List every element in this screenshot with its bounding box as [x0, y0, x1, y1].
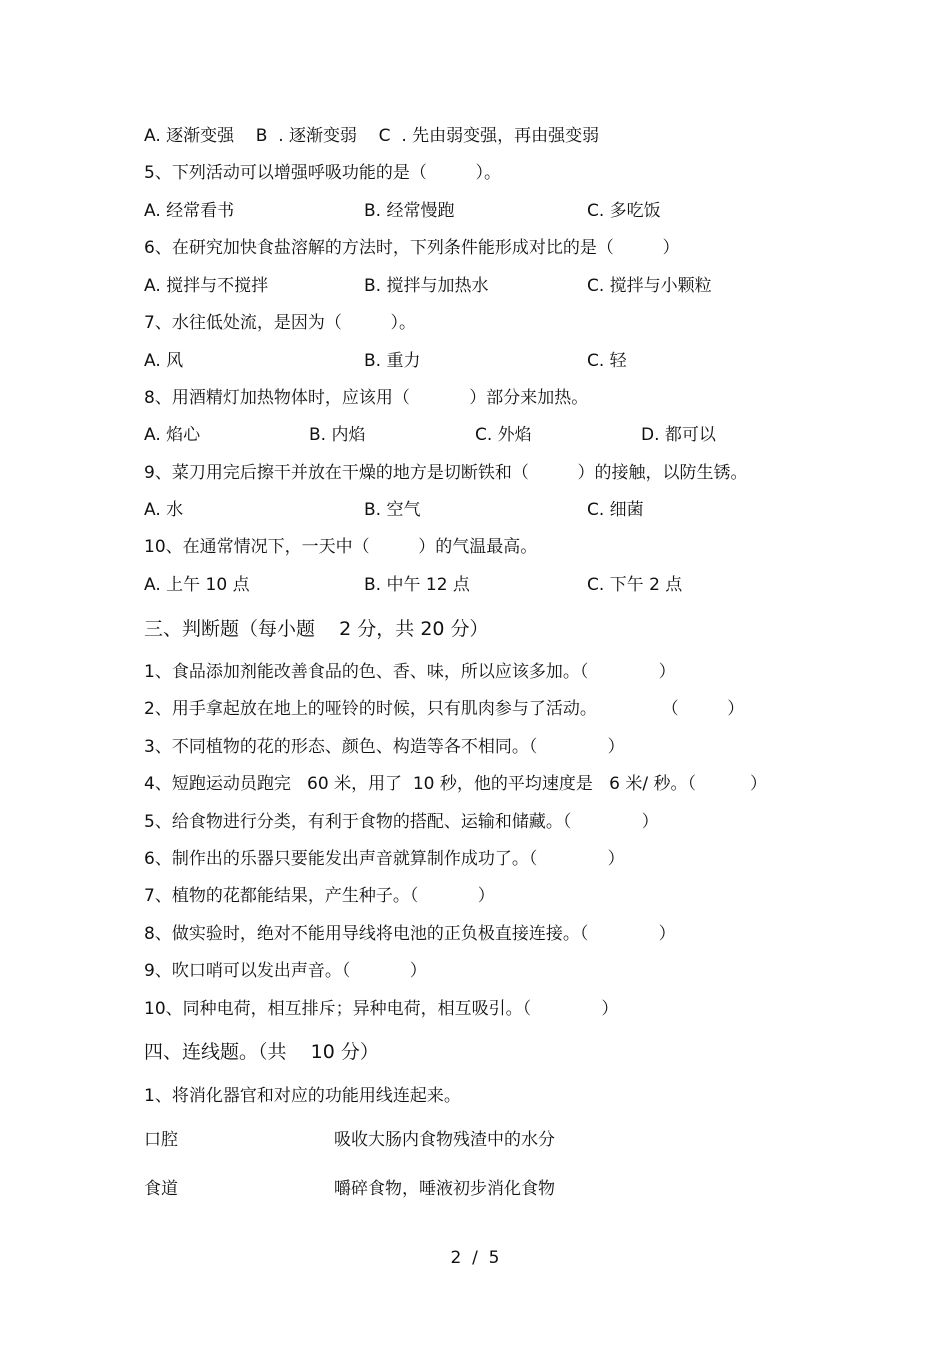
- judge-9: 9、吹口哨可以发出声音。（ ）: [144, 961, 427, 981]
- q9-option-b: B. 空气: [364, 500, 421, 520]
- q8-option-b: B. 内焰: [309, 425, 366, 445]
- q8-option-d: D. 都可以: [641, 425, 716, 445]
- judge-7: 7、植物的花都能结果，产生种子。（ ）: [144, 886, 495, 906]
- judge-8: 8、做实验时，绝对不能用导线将电池的正负极直接连接。（ ）: [144, 924, 676, 944]
- match-left-1: 口腔: [144, 1130, 178, 1150]
- judge-2: 2、用手拿起放在地上的哑铃的时候，只有肌肉参与了活动。 （ ）: [144, 699, 745, 719]
- q4-options: A. 逐渐变强 B . 逐渐变弱 C . 先由弱变强，再由强变弱: [144, 126, 600, 146]
- q10-option-b: B. 中午 12 点: [364, 575, 470, 595]
- q5-option-a: A. 经常看书: [144, 201, 235, 221]
- q9-option-a: A. 水: [144, 500, 184, 520]
- judge-5: 5、给食物进行分类，有利于食物的搭配、运输和储藏。（ ）: [144, 812, 659, 832]
- q7-option-a: A. 风: [144, 351, 184, 371]
- judge-6: 6、制作出的乐器只要能发出声音就算制作成功了。（ ）: [144, 849, 625, 869]
- section-4-heading: 四、连线题。（共 10 分）: [144, 1041, 379, 1063]
- section-3-heading: 三、判断题（每小题 2 分，共 20 分）: [144, 618, 489, 640]
- judge-1: 1、食品添加剂能改善食品的色、香、味，所以应该多加。（ ）: [144, 662, 676, 682]
- q5-option-c: C. 多吃饭: [587, 201, 661, 221]
- page-number: 2 / 5: [450, 1248, 500, 1268]
- q10-option-a: A. 上午 10 点: [144, 575, 250, 595]
- q7-option-b: B. 重力: [364, 351, 421, 371]
- question-5: 5、下列活动可以增强呼吸功能的是（ ）。: [144, 163, 501, 183]
- question-9: 9、菜刀用完后擦干并放在干燥的地方是切断铁和（ ）的接触，以防生锈。: [144, 463, 748, 483]
- match-question-1: 1、将消化器官和对应的功能用线连起来。: [144, 1086, 461, 1106]
- match-right-1: 吸收大肠内食物残渣中的水分: [334, 1130, 555, 1150]
- match-left-2: 食道: [144, 1179, 178, 1199]
- q8-option-c: C. 外焰: [475, 425, 532, 445]
- match-right-2: 嚼碎食物，唾液初步消化食物: [334, 1179, 555, 1199]
- question-10: 10、在通常情况下，一天中（ ）的气温最高。: [144, 537, 538, 557]
- judge-10: 10、同种电荷，相互排斥；异种电荷，相互吸引。（ ）: [144, 999, 619, 1019]
- judge-3: 3、不同植物的花的形态、颜色、构造等各不相同。（ ）: [144, 737, 625, 757]
- q5-option-b: B. 经常慢跑: [364, 201, 455, 221]
- q6-option-a: A. 搅拌与不搅拌: [144, 276, 269, 296]
- question-8: 8、用酒精灯加热物体时，应该用（ ）部分来加热。: [144, 388, 589, 408]
- q6-option-b: B. 搅拌与加热水: [364, 276, 489, 296]
- question-7: 7、水往低处流，是因为（ ）。: [144, 313, 416, 333]
- question-6: 6、在研究加快食盐溶解的方法时，下列条件能形成对比的是（ ）: [144, 238, 680, 258]
- q10-option-c: C. 下午 2 点: [587, 575, 683, 595]
- judge-4: 4、短跑运动员跑完 60 米，用了 10 秒，他的平均速度是 6 米/ 秒。（ ）: [144, 774, 768, 794]
- q6-option-c: C. 搅拌与小颗粒: [587, 276, 712, 296]
- q7-option-c: C. 轻: [587, 351, 627, 371]
- q9-option-c: C. 细菌: [587, 500, 644, 520]
- q8-option-a: A. 焰心: [144, 425, 201, 445]
